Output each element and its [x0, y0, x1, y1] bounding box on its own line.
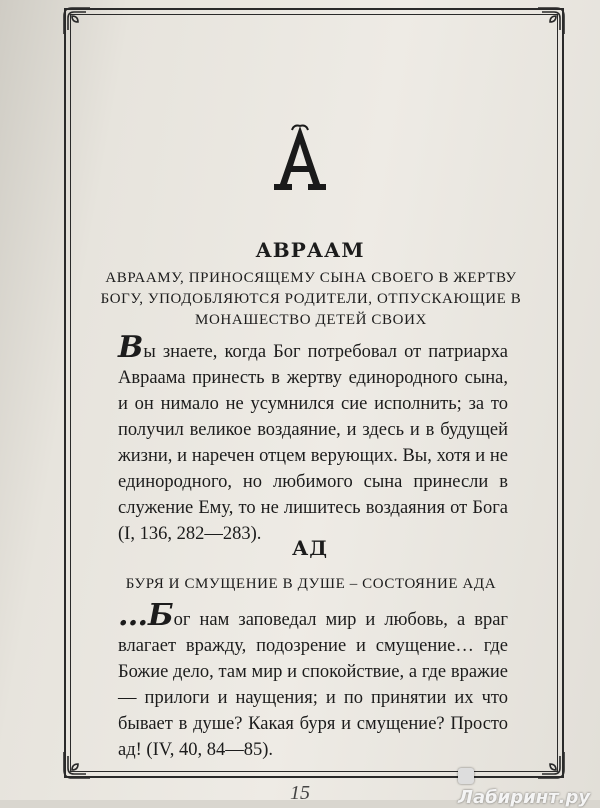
body-paragraph: ог нам заповедал мир и любовь, а враг влагает вражду, подозрение и смущение… где Божие дело, там мир и спокойствие, а где вражие — прилоги и наущения; и по принятии их что бывает в душе? Какая буря и смущение? Просто ад! (IV, 40, 84—85). — [118, 610, 508, 760]
section-body-avraam — [118, 330, 508, 547]
section-body-ad — [118, 598, 508, 763]
section-subtitle-ad: БУРЯ И СМУЩЕНИЕ В ДУШЕ – СОСТОЯНИЕ АДА — [125, 576, 497, 592]
ornamental-initial-letter — [270, 122, 330, 194]
section-subtitle-avraam: АВРААМУ, ПРИНОСЯЩЕМУ СЫНА СВОЕГО В ЖЕРТВУ БОГУ, УПОДОБЛЯЮТСЯ РОДИТЕЛИ, ОТПУСКАЮЩИЕ В МОНАШЕСТВО ДЕТЕЙ СВОИХ — [100, 270, 522, 328]
drop-cap-letter: …Б — [118, 598, 174, 633]
watermark — [458, 766, 600, 808]
frame-corner-ornament — [62, 750, 92, 780]
labirint-logo-icon — [458, 768, 474, 784]
frame-corner-ornament — [62, 6, 92, 36]
body-paragraph: ы знаете, когда Бог потребовал от патриарха Авраама принесть в жертву единородного сына, и он нимало не усумнился сие исполнить; за то получил великое воздаяние, и здесь и в будущей жизни, и наречен отцем верующих. Вы, хотя и не единородного, но любимого сына принесли в служение Ему, то не лишитесь воздаяния от Бога (I, 136, 282—283). — [118, 342, 508, 544]
frame-corner-ornament — [536, 6, 566, 36]
page-number: 15 — [290, 782, 310, 804]
section-title-ad: АД — [291, 536, 329, 560]
drop-cap-letter: В — [118, 330, 144, 365]
watermark-text: Лабиринт.ру — [458, 787, 591, 808]
section-title-avraam: АВРААМ — [255, 238, 365, 262]
